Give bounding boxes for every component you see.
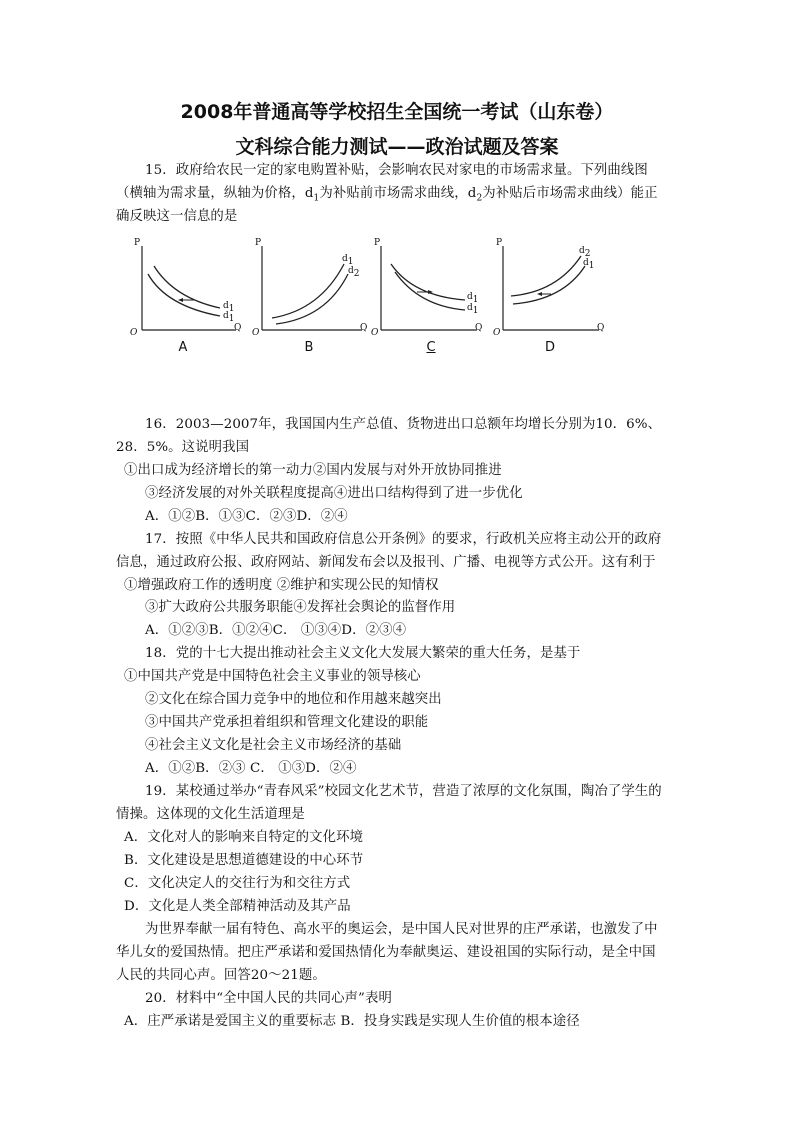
graph-b: [250, 238, 368, 362]
graph-label: A: [178, 340, 188, 355]
q18-option-4: ④社会主义文化是社会主义市场经济的基础: [145, 738, 402, 753]
origin-label: O: [252, 328, 260, 338]
axis-p-label: P: [374, 238, 381, 248]
page-title-line-2: 文科综合能力测试——政治试题及答案: [235, 136, 559, 158]
q16-stem-line-1: 16．2003—2007年，我国国内生产总值、货物进出口总额年均增长分别为10．6%、: [145, 417, 662, 432]
q19-stem-line-2: 情操。这体现的文化生活道理是: [116, 807, 305, 822]
q19-option-d: D．文化是人类全部精神活动及其产品: [124, 899, 351, 914]
q18-option-2: ②文化在综合国力竞争中的地位和作用越来越突出: [145, 692, 442, 707]
q19-stem-line-1: 19．某校通过举办“青春风采”校园文化艺术节，营造了浓厚的文化氛围，陶冶了学生的: [145, 784, 662, 799]
curve-label-d1: $d_1$: [223, 301, 235, 314]
q18-option-1: ①中国共产党是中国特色社会主义事业的领导核心: [124, 669, 421, 684]
graph-d: [493, 238, 608, 362]
axis-p-label: P: [134, 238, 141, 248]
q16-options-line-1: ①出口成为经济增长的第一动力②国内发展与对外开放协同推进: [124, 463, 502, 478]
q16-stem-line-2: 28．5%。这说明我国: [116, 440, 250, 455]
graph-label: C: [426, 340, 436, 355]
q17-options-line-2: ③扩大政府公共服务职能④发挥社会舆论的监督作用: [145, 600, 456, 615]
q17-stem-line-2: 信息，通过政府公报、政府网站、新闻发布会以及报刊、广播、电视等方式公开。这有利于: [116, 555, 656, 570]
q15-stem-line-3: 确反映这一信息的是: [116, 209, 238, 224]
axis-p-label: P: [255, 238, 262, 248]
axis-q-label: Q: [360, 323, 368, 333]
curve-label-d1: $d_1$: [467, 292, 479, 305]
origin-label: O: [130, 328, 138, 338]
q20-stem-line-1: 20．材料中“全中国人民的共同心声”表明: [145, 991, 392, 1006]
curve-label-d1: $d_1$: [223, 311, 235, 324]
q15-stem-line-1: 15．政府给农民一定的家电购置补贴，会影响农民对家电的市场需求量。下列曲线图: [145, 163, 648, 178]
axis-q-label: Q: [234, 323, 242, 333]
q18-answers: A．①②B．②③ C． ①③D．②④: [145, 761, 357, 776]
q18-stem-line-1: 18．党的十七大提出推动社会主义文化大发展大繁荣的重大任务，是基于: [145, 646, 581, 661]
q16-answers: A．①②B．①③C．②③D．②④: [145, 509, 348, 524]
material-line-3: 人民的共同心声。回答20～21题。: [116, 968, 326, 983]
q15-stem-line-2: （横轴为需求量，纵轴为价格，$d_1$为补贴前市场需求曲线，$d_2$为补贴后市场需求曲线）能正: [116, 186, 658, 204]
q17-answers: A．①②③B．①②④C． ①③④D．②③④: [145, 623, 407, 638]
material-line-2: 华儿女的爱国热情。把庄严承诺和爱国热情化为奉献奥运、建设祖国的实际行动，是全中国: [116, 945, 656, 960]
q17-stem-line-1: 17．按照《中华人民共和国政府信息公开条例》的要求，行政机关应将主动公开的政府: [145, 532, 662, 547]
q17-options-line-1: ①增强政府工作的透明度 ②维护和实现公民的知情权: [124, 578, 439, 593]
origin-label: O: [493, 328, 501, 338]
curve-label-d2: $d_2$: [579, 246, 591, 259]
q19-option-b: B．文化建设是思想道德建设的中心环节: [124, 853, 364, 868]
graph-a: [126, 238, 241, 362]
page-title-line-1: 2008年普通高等学校招生全国统一考试（山东卷）: [180, 101, 614, 123]
material-line-1: 为世界奉献一届有特色、高水平的奥运会，是中国人民对世界的庄严承诺，也激发了中: [145, 922, 658, 937]
q19-option-c: C．文化决定人的交往行为和交往方式: [124, 876, 351, 891]
graph-label: B: [304, 340, 314, 355]
graph-label: D: [544, 340, 555, 355]
q19-option-a: A．文化对人的影响来自特定的文化环境: [124, 830, 364, 845]
origin-label: O: [371, 328, 379, 338]
q16-options-line-2: ③经济发展的对外关联程度提高④进出口结构得到了进一步优化: [145, 486, 523, 501]
graph-c: [373, 238, 488, 362]
axis-q-label: Q: [475, 323, 483, 333]
q20-options-ab: A．庄严承诺是爱国主义的重要标志 B．投身实践是实现人生价值的根本途径: [124, 1014, 580, 1029]
q18-option-3: ③中国共产党承担着组织和管理文化建设的职能: [145, 715, 429, 730]
curve-label-d1: $d_1$: [342, 254, 354, 267]
axis-q-label: Q: [597, 323, 605, 333]
curve-label-d2: $d_2$: [348, 266, 360, 279]
curve-label-d1: $d_1$: [467, 303, 479, 316]
curve-label-d1: $d_1$: [583, 258, 595, 271]
axis-p-label: P: [496, 238, 503, 248]
